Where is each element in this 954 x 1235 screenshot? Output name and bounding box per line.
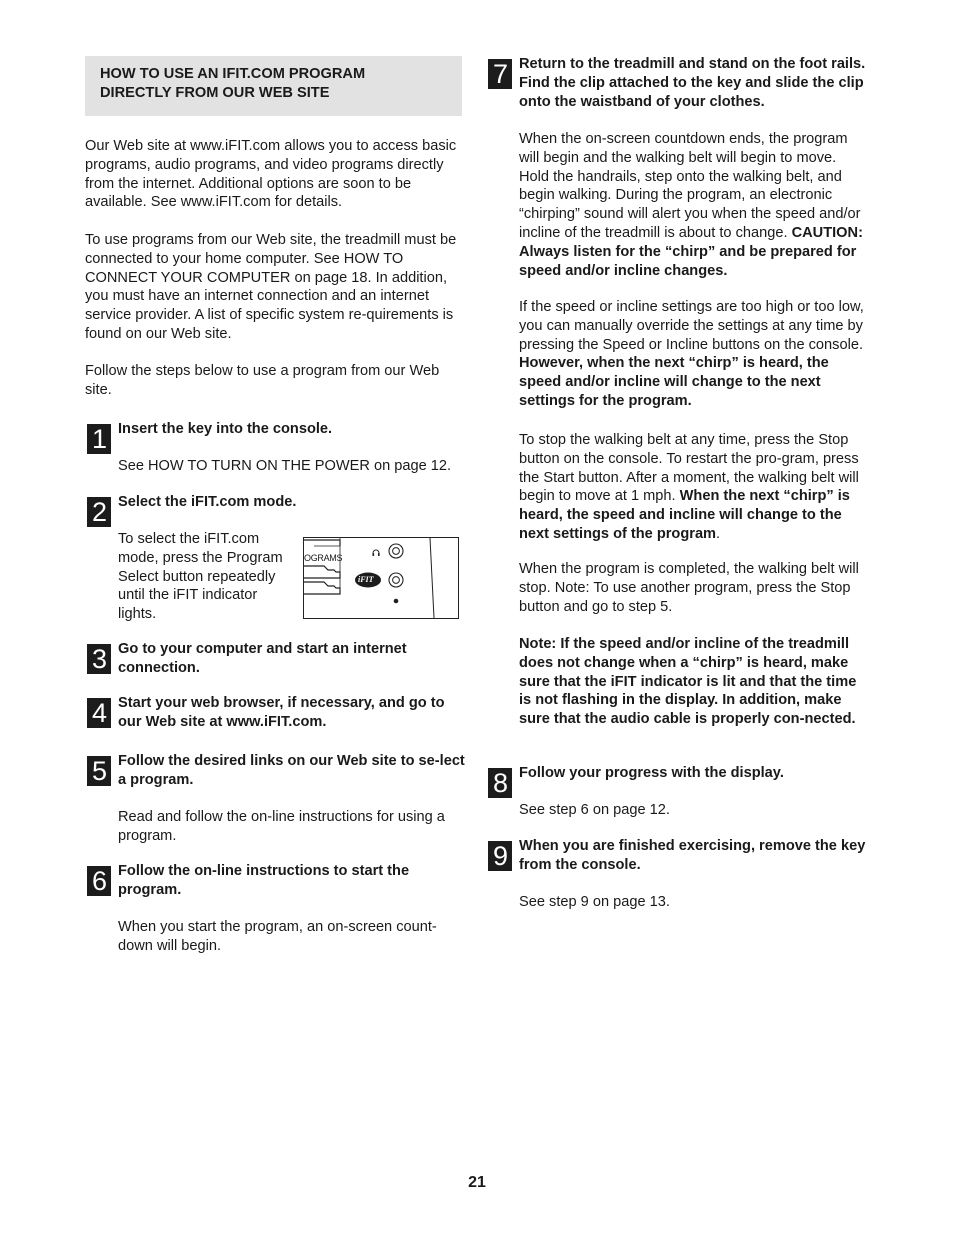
- step-number-8: 8: [488, 768, 512, 798]
- step-5-title: Follow the desired links on our Web site to se-lect a program.: [118, 753, 465, 788]
- step-number-1: 1: [87, 424, 111, 454]
- step-number-9: 9: [488, 841, 512, 871]
- step-1-title: Insert the key into the console.: [118, 421, 333, 437]
- console-illustration: [303, 537, 459, 619]
- step-6-title: Follow the on-line instructions to start the program.: [118, 863, 410, 898]
- step-3-title: Go to your computer and start an internet connection.: [118, 641, 407, 676]
- step-number-5: 5: [87, 756, 111, 786]
- step-9-title: When you are finished exercising, remove the key from the console.: [519, 838, 866, 873]
- ifit-logo: iFIT: [358, 575, 374, 584]
- console-drawing: [304, 538, 458, 618]
- step-7-paragraph-1: When the on-screen countdown ends, the program will begin and the walking belt will begin to move. Hold the handrails, step onto the walking belt, and begin walking. During the program, an electronic “chirping” sound will alert you when the speed and/or incline of the treadmill is about to change. CAUTION: Always listen for the “chirp” and be prepared for speed and/or incline changes.: [519, 131, 863, 279]
- step-7-paragraph-3: To stop the walking belt at any time, press the Stop button on the console. To restart the pro-gram, press the Start button. After a moment, the walking belt will begin to move at 1 mph. When the next “chirp” is heard, the speed and incline will change to the next settings of the program.: [519, 432, 859, 542]
- step-7-paragraph-2: If the speed or incline settings are too high or too low, you can manually override the settings at any time by pressing the Speed or Incline buttons on the console. However, when the next “chirp” is heard, the speed and/or incline will change to the next settings for the program.: [519, 299, 864, 409]
- intro-paragraph-3: Follow the steps below to use a program from our Web site.: [85, 363, 440, 398]
- intro-paragraph-2: To use programs from our Web site, the treadmill must be connected to your home computer. See HOW TO CONNECT YOUR COMPUTER on page 18. In addition, you must have an internet connection and an internet service provider. A list of specific system re-quirements is found on our Web site.: [85, 232, 457, 342]
- step-number-4: 4: [87, 698, 111, 728]
- step-number-2: 2: [87, 497, 111, 527]
- programs-label: OGRAMS: [304, 553, 343, 563]
- page-number: 21: [468, 1174, 486, 1191]
- step-2-title: Select the iFIT.com mode.: [118, 494, 297, 510]
- step-7-note: Note: If the speed and/or incline of the treadmill does not change when a “chirp” is heard, make sure that the iFIT indicator is lit and that the time is not flashing in the display. In addition, make sure that the audio cable is properly con-nected.: [519, 636, 857, 728]
- step-7-title: Return to the treadmill and stand on the foot rails. Find the clip attached to the key and slide the clip onto the waistband of your clothes.: [519, 56, 866, 110]
- step-number-3: 3: [87, 644, 111, 674]
- step-8-title: Follow your progress with the display.: [519, 765, 784, 781]
- step-9-body: See step 9 on page 13.: [519, 894, 670, 910]
- section-header: HOW TO USE AN IFIT.COM PROGRAM DIRECTLY FROM OUR WEB SITE: [85, 56, 462, 116]
- step-1-body: See HOW TO TURN ON THE POWER on page 12.: [118, 458, 452, 474]
- step-number-6: 6: [87, 866, 111, 896]
- step-8-body: See step 6 on page 12.: [519, 802, 670, 818]
- step-7-paragraph-4: When the program is completed, the walking belt will stop. Note: To use another program, press the Stop button and go to step 5.: [519, 561, 859, 615]
- step-5-body: Read and follow the on-line instructions for using a program.: [118, 809, 445, 844]
- intro-paragraph-1: Our Web site at www.iFIT.com allows you to access basic programs, audio programs, and video programs directly from the internet. Additional options are soon to be available. See www.iFIT.com for details.: [85, 138, 457, 211]
- step-number-7: 7: [488, 59, 512, 89]
- step-6-body: When you start the program, an on-screen count-down will begin.: [118, 919, 437, 954]
- step-4-title: Start your web browser, if necessary, and go to our Web site at www.iFIT.com.: [118, 695, 445, 730]
- step-2-body: To select the iFIT.com mode, press the Program Select button repeatedly until the iFIT indicator lights.: [118, 531, 283, 623]
